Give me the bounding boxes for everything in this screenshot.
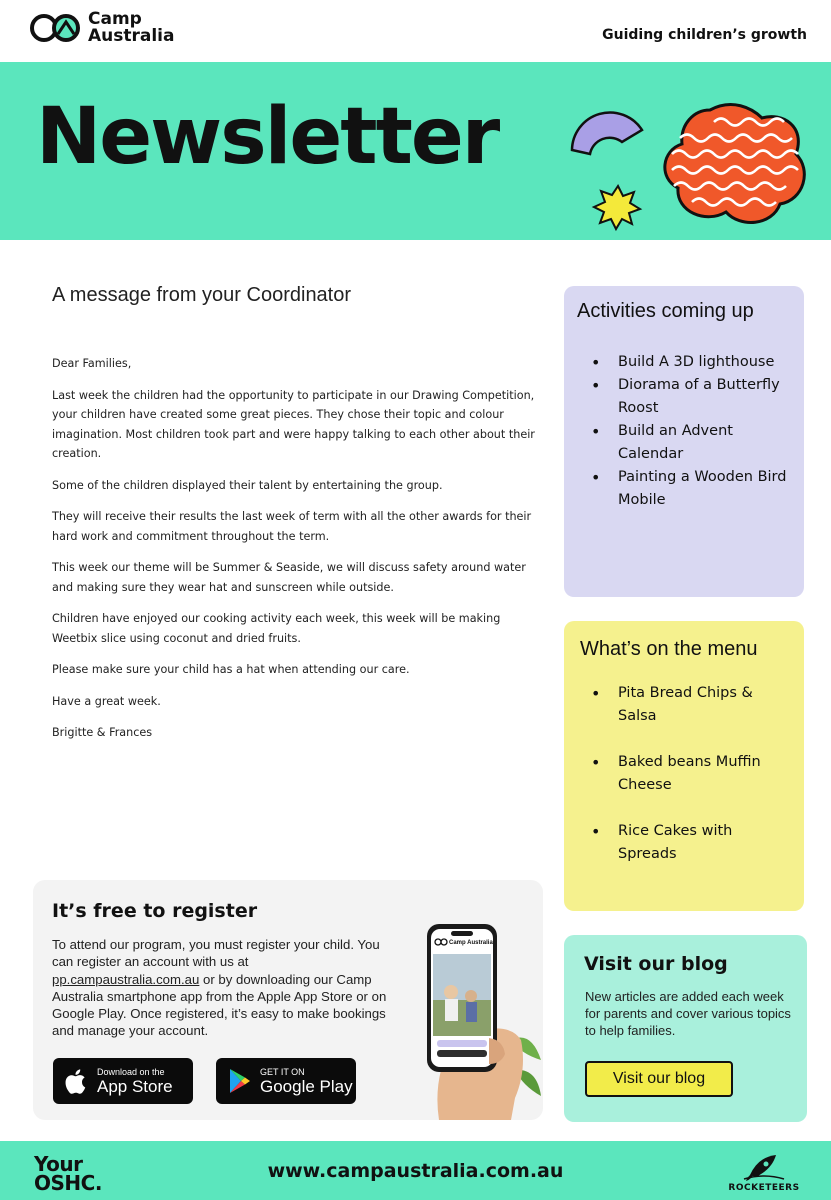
coordinator-message-title: A message from your Coordinator bbox=[52, 284, 352, 306]
tagline: Guiding children’s growth bbox=[602, 27, 807, 43]
menu-item: • Rice Cakes with Spreads bbox=[590, 820, 795, 866]
camp-australia-logo[interactable] bbox=[30, 10, 175, 46]
google-play-small-text: GET IT ON bbox=[260, 1066, 305, 1077]
page-title: Newsletter bbox=[36, 92, 499, 182]
blog-box bbox=[564, 935, 807, 1122]
register-box bbox=[33, 880, 543, 1120]
letter-paragraph: Children have enjoyed our cooking activity each week, this week will be making Weetbix slice using coconut and dried fruits. bbox=[52, 612, 501, 645]
letter-paragraph: They will receive their results the last week of term with all the other awards for their hard work and commitment throughout the term. bbox=[52, 510, 532, 543]
logo-text bbox=[88, 11, 175, 45]
register-link[interactable]: pp.campaustralia.com.au bbox=[52, 971, 200, 987]
visit-blog-button[interactable]: Visit our blog bbox=[585, 1061, 733, 1097]
letter-signature: Brigitte & Frances bbox=[52, 726, 153, 739]
menu-box bbox=[564, 621, 804, 911]
logo-line-1: Camp bbox=[88, 9, 142, 29]
apple-icon bbox=[65, 1067, 89, 1095]
app-store-button[interactable] bbox=[53, 1058, 193, 1104]
phone-in-hand-illustration bbox=[411, 920, 543, 1120]
footer-website-link[interactable]: www.campaustralia.com.au bbox=[267, 1160, 564, 1182]
phone-app-brand: Camp Australia bbox=[449, 940, 493, 946]
hero-banner bbox=[0, 62, 831, 240]
register-title: It’s free to register bbox=[52, 900, 258, 922]
decorative-shapes-icon bbox=[560, 92, 820, 242]
letter-paragraph: Some of the children displayed their talent by entertaining the group. bbox=[52, 478, 443, 492]
top-bar bbox=[0, 0, 831, 62]
menu-title: What’s on the menu bbox=[580, 638, 758, 660]
letter-paragraph: Last week the children had the opportunity to participate in our Drawing Competition, your children have created some great pieces. They chose their topic and colour imagination. Most children took part and were happy talking to each other about their creation. bbox=[52, 388, 535, 460]
rocket-icon bbox=[714, 1151, 814, 1183]
activity-item: • Build an Advent Calendar bbox=[590, 420, 800, 466]
your-oshc-line-1: Your bbox=[34, 1152, 83, 1176]
app-store-small-text: Download on the bbox=[97, 1066, 165, 1077]
letter-paragraph: Please make sure your child has a hat when attending our care. bbox=[52, 663, 410, 676]
letter-paragraph: Have a great week. bbox=[52, 694, 161, 708]
rocketeers-text: ROCKETEERS bbox=[728, 1183, 800, 1193]
google-play-big-text: Google Play bbox=[260, 1076, 353, 1096]
letter-paragraph: Dear Families, bbox=[52, 357, 132, 370]
footer bbox=[0, 1141, 831, 1200]
register-text bbox=[52, 936, 392, 1040]
app-store-big-text: App Store bbox=[97, 1076, 173, 1096]
menu-list bbox=[590, 682, 795, 889]
activities-list bbox=[590, 351, 800, 512]
blog-title: Visit our blog bbox=[584, 953, 728, 975]
your-oshc-line-2: OSHC. bbox=[34, 1171, 102, 1195]
activities-title: Activities coming up bbox=[577, 300, 754, 322]
activity-item: • Diorama of a Butterfly Roost bbox=[590, 374, 800, 420]
google-play-icon bbox=[228, 1068, 252, 1094]
google-play-button[interactable] bbox=[216, 1058, 356, 1104]
app-store-label bbox=[97, 1067, 173, 1096]
logo-mark-icon bbox=[30, 10, 82, 46]
letter-paragraph: This week our theme will be Summer & Seaside, we will discuss safety around water and making sure they wear hat and sunscreen while outside. bbox=[52, 561, 526, 594]
blog-description: New articles are added each week for parents and cover various topics to help families. bbox=[585, 989, 791, 1038]
menu-item: • Baked beans Muffin Cheese bbox=[590, 751, 795, 797]
activity-item: • Build A 3D lighthouse bbox=[590, 351, 800, 374]
register-text-part: or by downloading our Camp Australia smartphone app from the Apple App Store or on Google Play. Once registered, it’s easy to make bookings and manage your account. bbox=[52, 971, 387, 1039]
logo-line-2: Australia bbox=[88, 26, 175, 46]
activity-item: • Painting a Wooden Bird Mobile bbox=[590, 466, 800, 512]
coordinator-letter bbox=[52, 354, 537, 755]
activities-box bbox=[564, 286, 804, 597]
register-text-part: To attend our program, you must register your child. You can register an account with us at bbox=[52, 937, 380, 970]
google-play-label bbox=[260, 1067, 353, 1096]
rocketeers-logo bbox=[714, 1151, 814, 1195]
menu-item: • Pita Bread Chips & Salsa bbox=[590, 682, 795, 728]
